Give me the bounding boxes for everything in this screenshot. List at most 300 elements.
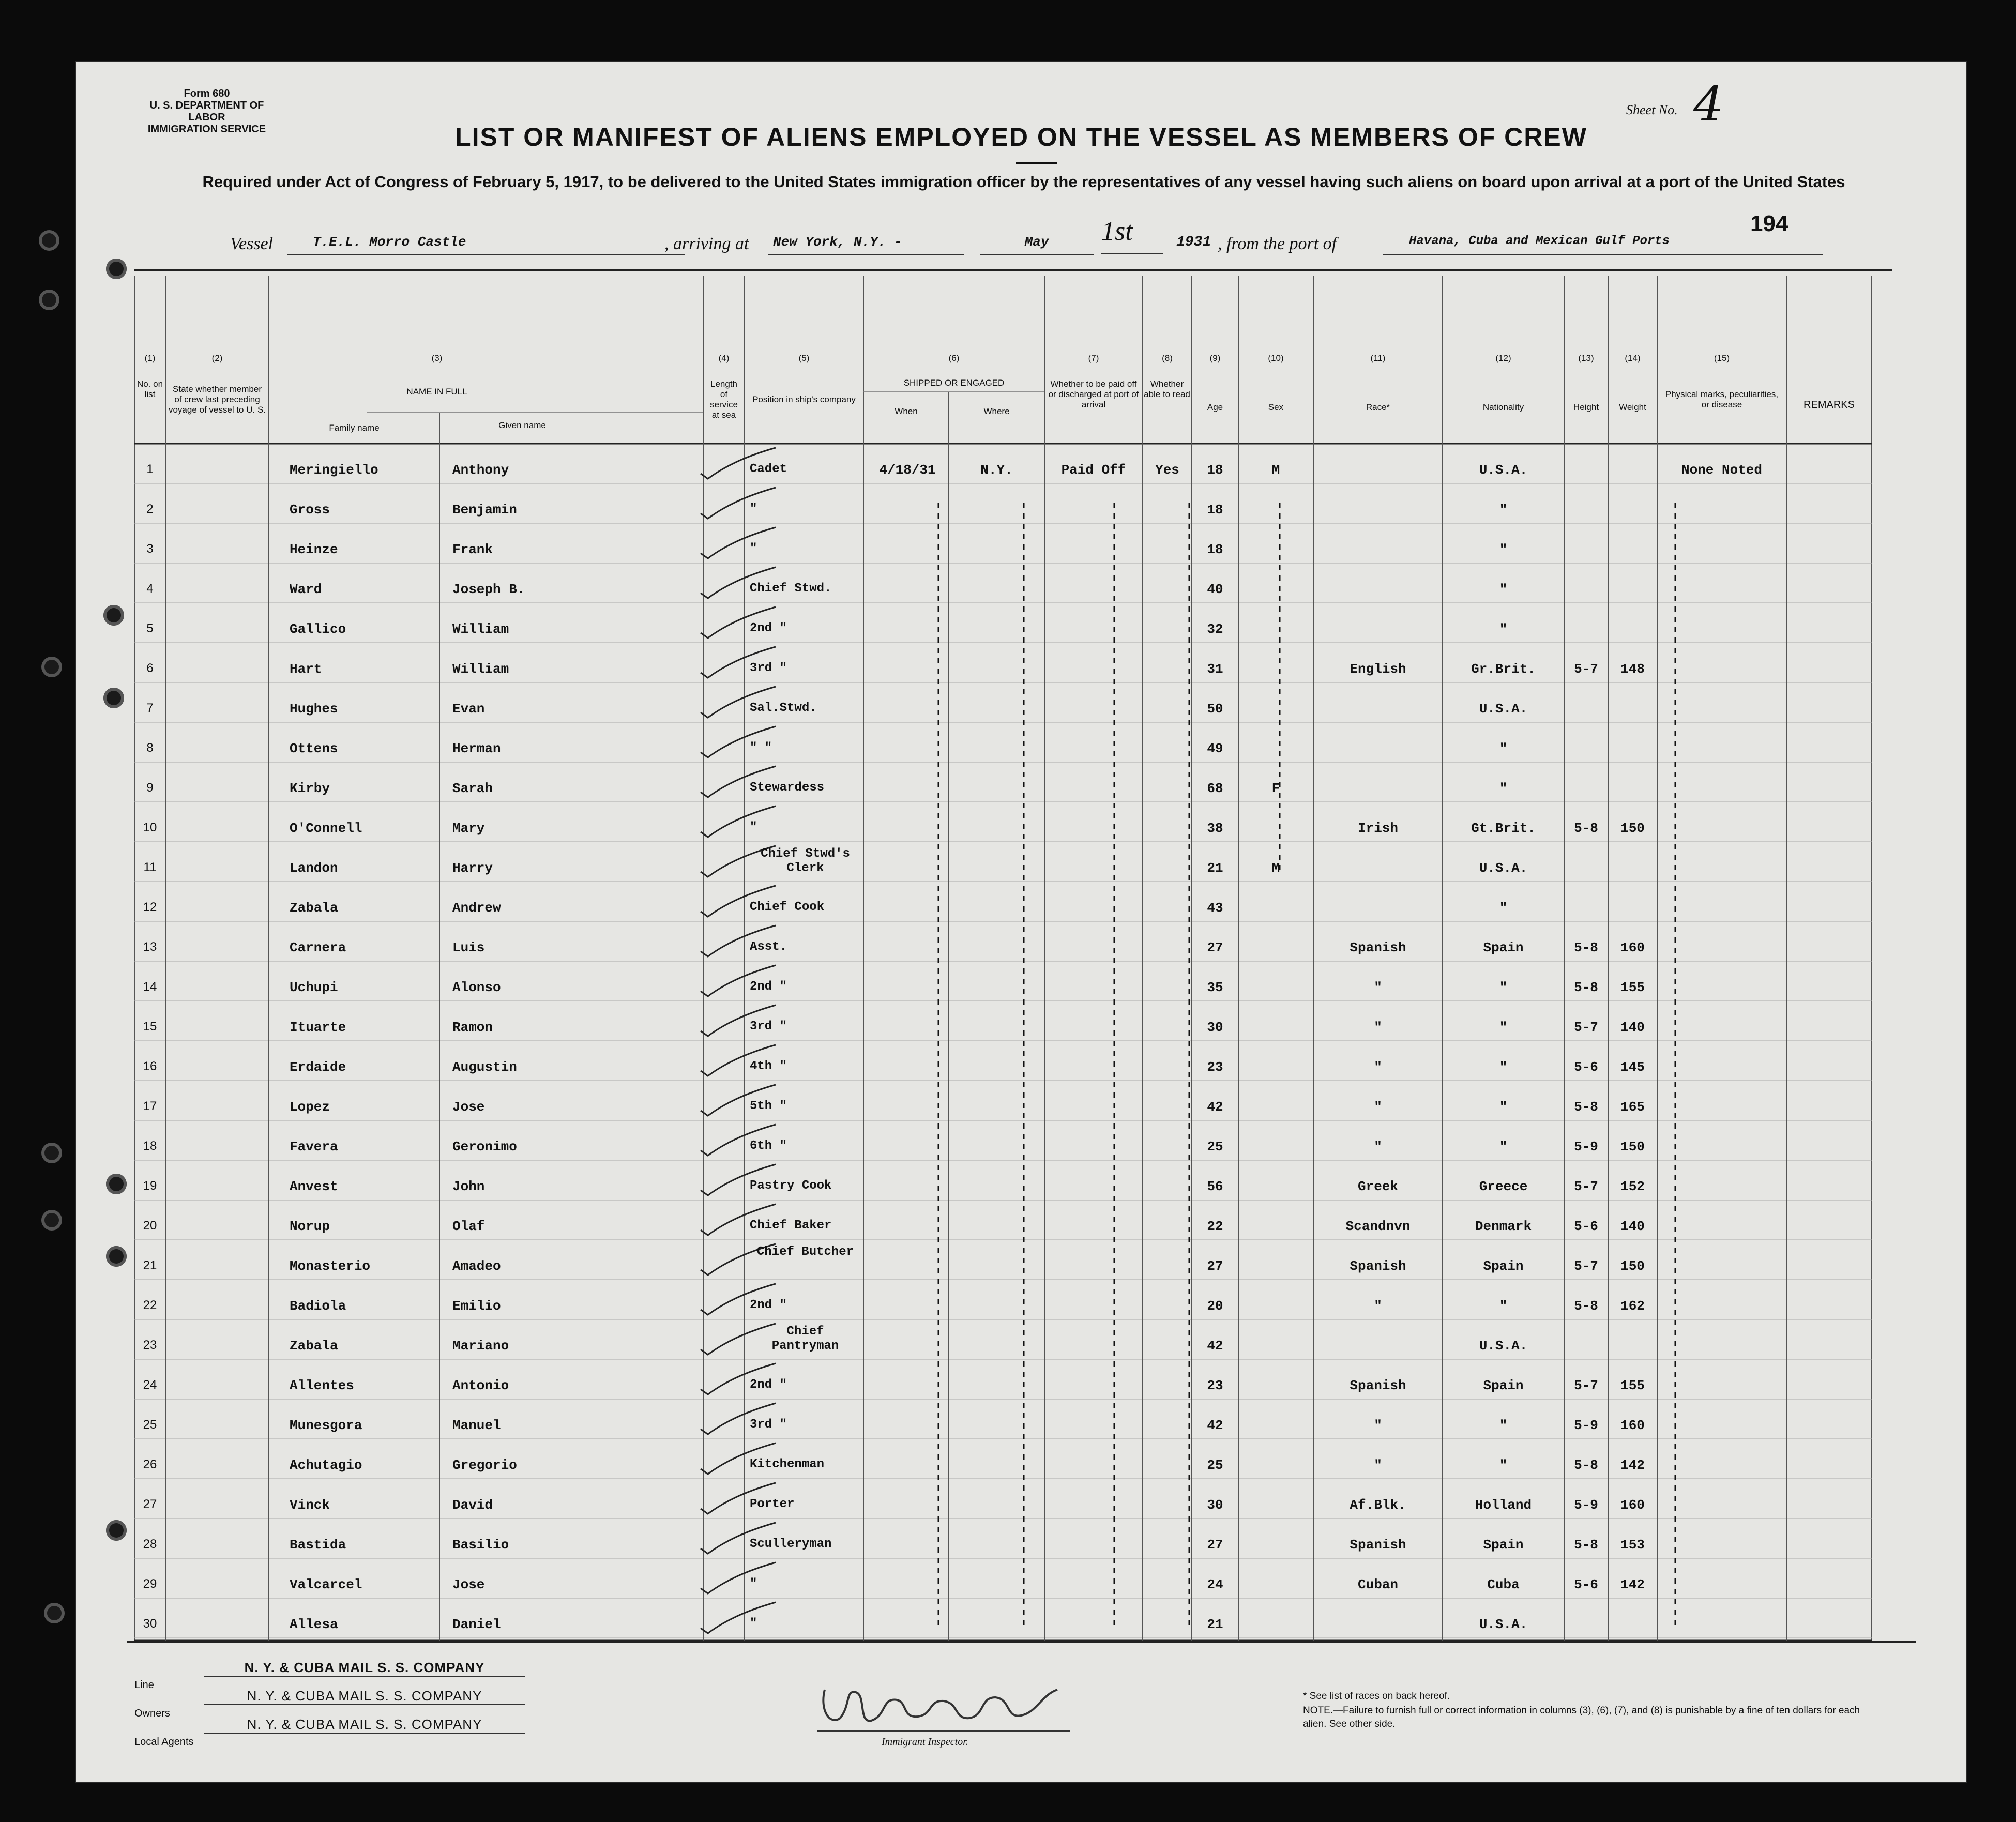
cell-given: Alonso bbox=[452, 980, 501, 995]
col-num-2: (2) bbox=[211, 353, 223, 363]
cell-no: 4 bbox=[146, 582, 154, 596]
cell-nationality: U.S.A. bbox=[1479, 860, 1528, 876]
cell-no: 30 bbox=[143, 1617, 157, 1631]
cell-family: Monasterio bbox=[290, 1258, 371, 1274]
cell-no: 26 bbox=[143, 1457, 157, 1471]
cell-race: English bbox=[1350, 661, 1406, 677]
binding-hole bbox=[106, 259, 127, 279]
cell-weight: 148 bbox=[1620, 661, 1645, 677]
cell-height: 5-6 bbox=[1574, 1577, 1598, 1592]
cell-given: Joseph B. bbox=[452, 582, 525, 597]
cell-nationality: " bbox=[1499, 900, 1508, 916]
footnote-races: * See list of races on back hereof. bbox=[1303, 1691, 1450, 1702]
cell-no: 8 bbox=[146, 741, 154, 755]
cell-weight: 152 bbox=[1620, 1179, 1645, 1194]
header-rule bbox=[134, 269, 1892, 271]
cell-nationality: Holland bbox=[1475, 1497, 1532, 1513]
cell-weight: 153 bbox=[1620, 1537, 1645, 1553]
binding-hole bbox=[41, 657, 62, 677]
department-name: U. S. DEPARTMENT OF LABOR bbox=[149, 100, 264, 123]
cell-weight: 155 bbox=[1620, 980, 1645, 995]
cell-family: Carnera bbox=[290, 940, 346, 955]
cell-race: " bbox=[1374, 1139, 1382, 1155]
cell-paid: Paid Off bbox=[1061, 462, 1126, 478]
cell-marks: None Noted bbox=[1681, 462, 1763, 478]
cell-age: 21 bbox=[1207, 1617, 1223, 1632]
cell-position: 2nd " bbox=[750, 980, 787, 994]
cell-position: 5th " bbox=[750, 1099, 787, 1113]
cell-given: Frank bbox=[452, 542, 493, 557]
sheet-number: 4 bbox=[1693, 77, 1724, 132]
cell-nationality: " bbox=[1499, 741, 1508, 756]
cell-no: 12 bbox=[143, 900, 157, 914]
cell-height: 5-6 bbox=[1574, 1219, 1598, 1234]
cell-given: Daniel bbox=[452, 1617, 501, 1632]
cell-given: Antonio bbox=[452, 1378, 509, 1393]
col-head-paid: Whether to be paid off or discharged at port of arrival bbox=[1048, 379, 1139, 409]
cell-height: 5-7 bbox=[1574, 1020, 1598, 1035]
cell-family: Ituarte bbox=[290, 1020, 346, 1035]
cell-position: Chief Stwd. bbox=[750, 582, 832, 596]
cell-weight: 155 bbox=[1620, 1378, 1645, 1393]
binding-hole bbox=[103, 688, 124, 708]
cell-family: Bastida bbox=[290, 1537, 346, 1553]
col-head-race: Race* bbox=[1366, 402, 1390, 412]
arrival-day: 1st bbox=[1101, 216, 1163, 254]
col-num-6: (6) bbox=[948, 353, 960, 363]
cell-given: John bbox=[452, 1179, 485, 1194]
cell-race: " bbox=[1374, 980, 1382, 995]
cell-family: Erdaide bbox=[290, 1059, 346, 1075]
binding-hole bbox=[106, 1246, 127, 1267]
cell-position: Sculleryman bbox=[750, 1537, 832, 1551]
cell-position: 4th " bbox=[750, 1059, 787, 1073]
cell-nationality: " bbox=[1499, 1418, 1508, 1433]
cell-no: 21 bbox=[143, 1258, 157, 1272]
cell-weight: 140 bbox=[1620, 1020, 1645, 1035]
cell-age: 18 bbox=[1207, 502, 1223, 518]
cell-sex: M bbox=[1271, 462, 1280, 478]
cell-given: Sarah bbox=[452, 781, 493, 796]
cell-sex: M bbox=[1271, 860, 1280, 876]
cell-weight: 145 bbox=[1620, 1059, 1645, 1075]
cell-given: Amadeo bbox=[452, 1258, 501, 1274]
col-head-nationality: Nationality bbox=[1482, 402, 1524, 412]
cell-position: 3rd " bbox=[750, 1418, 787, 1432]
cell-nationality: Spain bbox=[1483, 1258, 1524, 1274]
footer-rule bbox=[127, 1641, 1916, 1643]
cell-height: 5-8 bbox=[1574, 940, 1598, 955]
cell-family: Norup bbox=[290, 1219, 330, 1234]
cell-read: Yes bbox=[1155, 462, 1179, 478]
cell-family: Gallico bbox=[290, 621, 346, 637]
cell-age: 35 bbox=[1207, 980, 1223, 995]
col-num-1: (1) bbox=[144, 353, 156, 363]
cell-given: Augustin bbox=[452, 1059, 517, 1075]
arriving-port: New York, N.Y. - bbox=[768, 234, 964, 255]
cell-nationality: Denmark bbox=[1475, 1219, 1532, 1234]
cell-given: Evan bbox=[452, 701, 485, 717]
cell-race: " bbox=[1374, 1020, 1382, 1035]
cell-family: Hughes bbox=[290, 701, 338, 717]
col-head-weight: Weight bbox=[1619, 402, 1646, 412]
cell-age: 43 bbox=[1207, 900, 1223, 916]
cell-given: Mariano bbox=[452, 1338, 509, 1354]
cell-age: 27 bbox=[1207, 1537, 1223, 1553]
cell-nationality: " bbox=[1499, 980, 1508, 995]
cell-family: O'Connell bbox=[290, 821, 362, 836]
cell-position: 6th " bbox=[750, 1139, 787, 1153]
cell-position: 2nd " bbox=[750, 1378, 787, 1392]
cell-family: Zabala bbox=[290, 1338, 338, 1354]
cell-nationality: Spain bbox=[1483, 940, 1524, 955]
cell-height: 5-7 bbox=[1574, 1258, 1598, 1274]
cell-family: Allesa bbox=[290, 1617, 338, 1632]
col-head-where: Where bbox=[983, 406, 1010, 416]
col-head-remarks: REMARKS bbox=[1803, 399, 1855, 411]
cell-sex: F bbox=[1271, 781, 1280, 796]
col-head-given: Given name bbox=[498, 420, 546, 430]
cell-race: " bbox=[1374, 1457, 1382, 1473]
cell-family: Gross bbox=[290, 502, 330, 518]
cell-age: 23 bbox=[1207, 1378, 1223, 1393]
col-head-shipped: SHIPPED OR ENGAGED bbox=[903, 378, 1005, 388]
cell-height: 5-9 bbox=[1574, 1418, 1598, 1433]
cell-given: Geronimo bbox=[452, 1139, 517, 1155]
cell-no: 15 bbox=[143, 1020, 157, 1034]
cell-family: Valcarcel bbox=[290, 1577, 362, 1592]
cell-weight: 160 bbox=[1620, 1497, 1645, 1513]
agents-value: N. Y. & CUBA MAIL S. S. COMPANY bbox=[204, 1717, 525, 1734]
cell-weight: 160 bbox=[1620, 940, 1645, 955]
cell-when: 4/18/31 bbox=[879, 462, 936, 478]
cell-given: Manuel bbox=[452, 1418, 501, 1433]
cell-no: 20 bbox=[143, 1219, 157, 1233]
cell-weight: 142 bbox=[1620, 1577, 1645, 1592]
cell-family: Ward bbox=[290, 582, 322, 597]
cell-race: Af.Blk. bbox=[1350, 1497, 1406, 1513]
cell-position: Chief Pantryman bbox=[771, 1325, 839, 1353]
cell-given: Mary bbox=[452, 821, 485, 836]
cell-age: 21 bbox=[1207, 860, 1223, 876]
cell-race: Greek bbox=[1357, 1179, 1398, 1194]
cell-age: 42 bbox=[1207, 1099, 1223, 1115]
cell-height: 5-8 bbox=[1574, 980, 1598, 995]
col-head-sex: Sex bbox=[1268, 402, 1284, 412]
cell-no: 27 bbox=[143, 1497, 157, 1511]
cell-position: " " bbox=[750, 741, 772, 755]
cell-age: 18 bbox=[1207, 542, 1223, 557]
cell-height: 5-6 bbox=[1574, 1059, 1598, 1075]
col-num-11: (11) bbox=[1370, 353, 1386, 363]
cell-no: 19 bbox=[143, 1179, 157, 1193]
cell-family: Uchupi bbox=[290, 980, 338, 995]
cell-weight: 150 bbox=[1620, 1258, 1645, 1274]
cell-nationality: " bbox=[1499, 1099, 1508, 1115]
cell-given: Olaf bbox=[452, 1219, 485, 1234]
cell-age: 50 bbox=[1207, 701, 1223, 717]
cell-no: 5 bbox=[146, 621, 154, 635]
col-num-13: (13) bbox=[1578, 353, 1594, 363]
col-head-marks: Physical marks, peculiarities, or disease bbox=[1665, 389, 1779, 409]
cell-where: N.Y. bbox=[980, 462, 1013, 478]
cell-nationality: " bbox=[1499, 781, 1508, 796]
col-num-8: (8) bbox=[1162, 353, 1173, 363]
cell-weight: 150 bbox=[1620, 1139, 1645, 1155]
cell-position: Porter bbox=[750, 1497, 795, 1511]
cell-no: 17 bbox=[143, 1099, 157, 1113]
cell-family: Landon bbox=[290, 860, 338, 876]
cell-age: 38 bbox=[1207, 821, 1223, 836]
cell-family: Anvest bbox=[290, 1179, 338, 1194]
cell-height: 5-9 bbox=[1574, 1139, 1598, 1155]
cell-family: Favera bbox=[290, 1139, 338, 1155]
cell-given: David bbox=[452, 1497, 493, 1513]
cell-no: 2 bbox=[146, 502, 154, 516]
cell-position: Kitchenman bbox=[750, 1457, 825, 1471]
cell-position: Chief Cook bbox=[750, 900, 825, 914]
cell-family: Achutagio bbox=[290, 1457, 362, 1473]
cell-no: 6 bbox=[146, 661, 154, 675]
cell-age: 22 bbox=[1207, 1219, 1223, 1234]
cell-height: 5-8 bbox=[1574, 1537, 1598, 1553]
binding-hole bbox=[41, 1143, 62, 1163]
cell-nationality: " bbox=[1499, 582, 1508, 597]
table-grid bbox=[134, 276, 1872, 1641]
departure-port: Havana, Cuba and Mexican Gulf Ports bbox=[1383, 234, 1823, 255]
cell-age: 56 bbox=[1207, 1179, 1223, 1194]
col-num-15: (15) bbox=[1714, 353, 1730, 363]
cell-given: Gregorio bbox=[452, 1457, 517, 1473]
cell-family: Hart bbox=[290, 661, 322, 677]
cell-nationality: Spain bbox=[1483, 1537, 1524, 1553]
cell-race: Spanish bbox=[1350, 1258, 1406, 1274]
cell-height: 5-8 bbox=[1574, 1099, 1598, 1115]
cell-race: Spanish bbox=[1350, 1378, 1406, 1393]
cell-position: 3rd " bbox=[750, 1020, 787, 1034]
cell-age: 42 bbox=[1207, 1338, 1223, 1354]
cell-position: " bbox=[750, 542, 757, 556]
cell-position: " bbox=[750, 1577, 757, 1591]
cell-nationality: U.S.A. bbox=[1479, 1617, 1528, 1632]
col-num-9: (9) bbox=[1209, 353, 1221, 363]
cell-family: Ottens bbox=[290, 741, 338, 756]
col-head-no: No. on list bbox=[137, 379, 163, 399]
cell-position: Cadet bbox=[750, 462, 787, 476]
cell-weight: 160 bbox=[1620, 1418, 1645, 1433]
cell-family: Heinze bbox=[290, 542, 338, 557]
manifest-sheet bbox=[75, 61, 1967, 1783]
cell-no: 28 bbox=[143, 1537, 157, 1551]
cell-position: 2nd " bbox=[750, 1298, 787, 1312]
cell-position: Chief Stwd's Clerk bbox=[761, 847, 850, 875]
cell-height: 5-7 bbox=[1574, 1179, 1598, 1194]
cell-no: 25 bbox=[143, 1418, 157, 1432]
from-label: , from the port of bbox=[1218, 234, 1337, 253]
binding-hole bbox=[41, 1210, 62, 1231]
cell-age: 24 bbox=[1207, 1577, 1223, 1592]
col-head-position: Position in ship's company bbox=[752, 394, 856, 404]
cell-family: Vinck bbox=[290, 1497, 330, 1513]
cell-weight: 150 bbox=[1620, 821, 1645, 836]
cell-nationality: " bbox=[1499, 1457, 1508, 1473]
cell-height: 5-9 bbox=[1574, 1497, 1598, 1513]
arriving-label: , arriving at bbox=[664, 234, 749, 253]
cell-age: 18 bbox=[1207, 462, 1223, 478]
cell-age: 23 bbox=[1207, 1059, 1223, 1075]
cell-no: 23 bbox=[143, 1338, 157, 1352]
col-num-4: (4) bbox=[718, 353, 730, 363]
page-subtitle: Required under Act of Congress of February 5, 1917, to be delivered to the United States immigration officer by the representatives of any vessel having such aliens on board upon arrival at a port of the United States bbox=[202, 173, 1845, 191]
owners-value: N. Y. & CUBA MAIL S. S. COMPANY bbox=[204, 1688, 525, 1705]
cell-weight: 165 bbox=[1620, 1099, 1645, 1115]
cell-race: Irish bbox=[1357, 821, 1398, 836]
cell-height: 5-8 bbox=[1574, 1298, 1598, 1314]
cell-nationality: " bbox=[1499, 1139, 1508, 1155]
line-label: Line bbox=[134, 1679, 154, 1691]
cell-nationality: " bbox=[1499, 502, 1508, 518]
col-head-read: Whether able to read bbox=[1144, 379, 1190, 399]
cell-no: 24 bbox=[143, 1378, 157, 1392]
inspector-label: Immigrant Inspector. bbox=[882, 1736, 968, 1748]
cell-position: Chief Butcher bbox=[756, 1245, 854, 1259]
cell-no: 29 bbox=[143, 1577, 157, 1591]
cell-age: 25 bbox=[1207, 1457, 1223, 1473]
cell-position: 2nd " bbox=[750, 621, 787, 635]
cell-position: " bbox=[750, 1617, 757, 1631]
cell-age: 42 bbox=[1207, 1418, 1223, 1433]
cell-no: 10 bbox=[143, 821, 157, 834]
cell-no: 13 bbox=[143, 940, 157, 954]
cell-given: Andrew bbox=[452, 900, 501, 916]
cell-given: Luis bbox=[452, 940, 485, 955]
cell-position: Stewardess bbox=[750, 781, 825, 795]
cell-race: " bbox=[1374, 1099, 1382, 1115]
cell-no: 16 bbox=[143, 1059, 157, 1073]
vessel-label: Vessel bbox=[230, 234, 274, 253]
cell-family: Badiola bbox=[290, 1298, 346, 1314]
form-number: Form 680 bbox=[184, 88, 230, 99]
cell-age: 25 bbox=[1207, 1139, 1223, 1155]
cell-nationality: " bbox=[1499, 1298, 1508, 1314]
cell-given: Anthony bbox=[452, 462, 509, 478]
cell-height: 5-8 bbox=[1574, 821, 1598, 836]
cell-weight: 142 bbox=[1620, 1457, 1645, 1473]
cell-nationality: Greece bbox=[1479, 1179, 1528, 1194]
col-head-age: Age bbox=[1207, 402, 1223, 412]
cell-height: 5-7 bbox=[1574, 661, 1598, 677]
cell-position: Asst. bbox=[750, 940, 787, 954]
line-value: N. Y. & CUBA MAIL S. S. COMPANY bbox=[204, 1660, 525, 1677]
col-head-family: Family name bbox=[329, 423, 380, 433]
binding-hole bbox=[39, 290, 59, 310]
cell-weight: 162 bbox=[1620, 1298, 1645, 1314]
inspector-signature bbox=[809, 1669, 1078, 1736]
col-num-5: (5) bbox=[798, 353, 810, 363]
cell-no: 1 bbox=[146, 462, 154, 476]
cell-age: 32 bbox=[1207, 621, 1223, 637]
cell-race: Spanish bbox=[1350, 1537, 1406, 1553]
service-name: IMMIGRATION SERVICE bbox=[147, 124, 266, 135]
cell-no: 3 bbox=[146, 542, 154, 556]
arrival-year: 1931 bbox=[1176, 234, 1211, 250]
cell-position: " bbox=[750, 502, 757, 516]
cell-no: 22 bbox=[143, 1298, 157, 1312]
sheet-label: Sheet No. bbox=[1626, 102, 1678, 117]
cell-nationality: Spain bbox=[1483, 1378, 1524, 1393]
cell-given: Emilio bbox=[452, 1298, 501, 1314]
cell-race: " bbox=[1374, 1298, 1382, 1314]
cell-no: 14 bbox=[143, 980, 157, 994]
cell-height: 5-8 bbox=[1574, 1457, 1598, 1473]
owners-label: Owners bbox=[134, 1708, 170, 1719]
col-head-height: Height bbox=[1573, 402, 1599, 412]
title-underline bbox=[1016, 162, 1057, 164]
cell-given: Herman bbox=[452, 741, 501, 756]
cell-race: Cuban bbox=[1357, 1577, 1398, 1592]
cell-nationality: " bbox=[1499, 1020, 1508, 1035]
cell-nationality: " bbox=[1499, 1059, 1508, 1075]
cell-race: Scandnvn bbox=[1345, 1219, 1411, 1234]
cell-height: 5-7 bbox=[1574, 1378, 1598, 1393]
cell-nationality: " bbox=[1499, 621, 1508, 637]
page-title: LIST OR MANIFEST OF ALIENS EMPLOYED ON THE VESSEL AS MEMBERS OF CREW bbox=[455, 123, 1587, 151]
cell-age: 31 bbox=[1207, 661, 1223, 677]
cell-position: 3rd " bbox=[750, 661, 787, 675]
cell-no: 9 bbox=[146, 781, 154, 795]
binding-hole bbox=[103, 605, 124, 626]
col-head-when: When bbox=[895, 406, 918, 416]
cell-given: Jose bbox=[452, 1577, 485, 1592]
cell-age: 49 bbox=[1207, 741, 1223, 756]
arrival-month: May bbox=[980, 234, 1094, 255]
cell-given: William bbox=[452, 661, 509, 677]
binding-hole bbox=[39, 230, 59, 251]
cell-age: 27 bbox=[1207, 1258, 1223, 1274]
cell-given: William bbox=[452, 621, 509, 637]
cell-family: Meringiello bbox=[290, 462, 378, 478]
footnote-penalty: NOTE.—Failure to furnish full or correct information in columns (3), (6), (7), and (8) is punishable by a fine of ten dollars for each alien. See other side. bbox=[1303, 1705, 1860, 1729]
cell-no: 11 bbox=[143, 860, 157, 874]
cell-race: " bbox=[1374, 1059, 1382, 1075]
cell-no: 7 bbox=[146, 701, 154, 715]
cell-given: Harry bbox=[452, 860, 493, 876]
cell-position: " bbox=[750, 821, 757, 834]
cell-position: Chief Baker bbox=[750, 1219, 832, 1233]
page-number: 194 bbox=[1750, 211, 1788, 236]
col-head-state: State whether member of crew last preceding voyage of vessel to U. S. bbox=[168, 384, 266, 415]
cell-family: Lopez bbox=[290, 1099, 330, 1115]
cell-position: Pastry Cook bbox=[750, 1179, 832, 1193]
cell-family: Zabala bbox=[290, 900, 338, 916]
col-head-length: Length of service at sea bbox=[710, 379, 738, 420]
cell-nationality: Cuba bbox=[1487, 1577, 1520, 1592]
cell-nationality: U.S.A. bbox=[1479, 701, 1528, 717]
cell-age: 20 bbox=[1207, 1298, 1223, 1314]
cell-given: Ramon bbox=[452, 1020, 493, 1035]
col-num-14: (14) bbox=[1625, 353, 1641, 363]
col-num-7: (7) bbox=[1088, 353, 1099, 363]
cell-nationality: " bbox=[1499, 542, 1508, 557]
cell-nationality: Gt.Brit. bbox=[1471, 821, 1536, 836]
vessel-name: T.E.L. Morro Castle bbox=[287, 234, 685, 255]
cell-age: 40 bbox=[1207, 582, 1223, 597]
binding-hole bbox=[44, 1603, 65, 1623]
agents-label: Local Agents bbox=[134, 1736, 194, 1748]
cell-race: Spanish bbox=[1350, 940, 1406, 955]
crew-table bbox=[134, 276, 1872, 1641]
cell-age: 27 bbox=[1207, 940, 1223, 955]
